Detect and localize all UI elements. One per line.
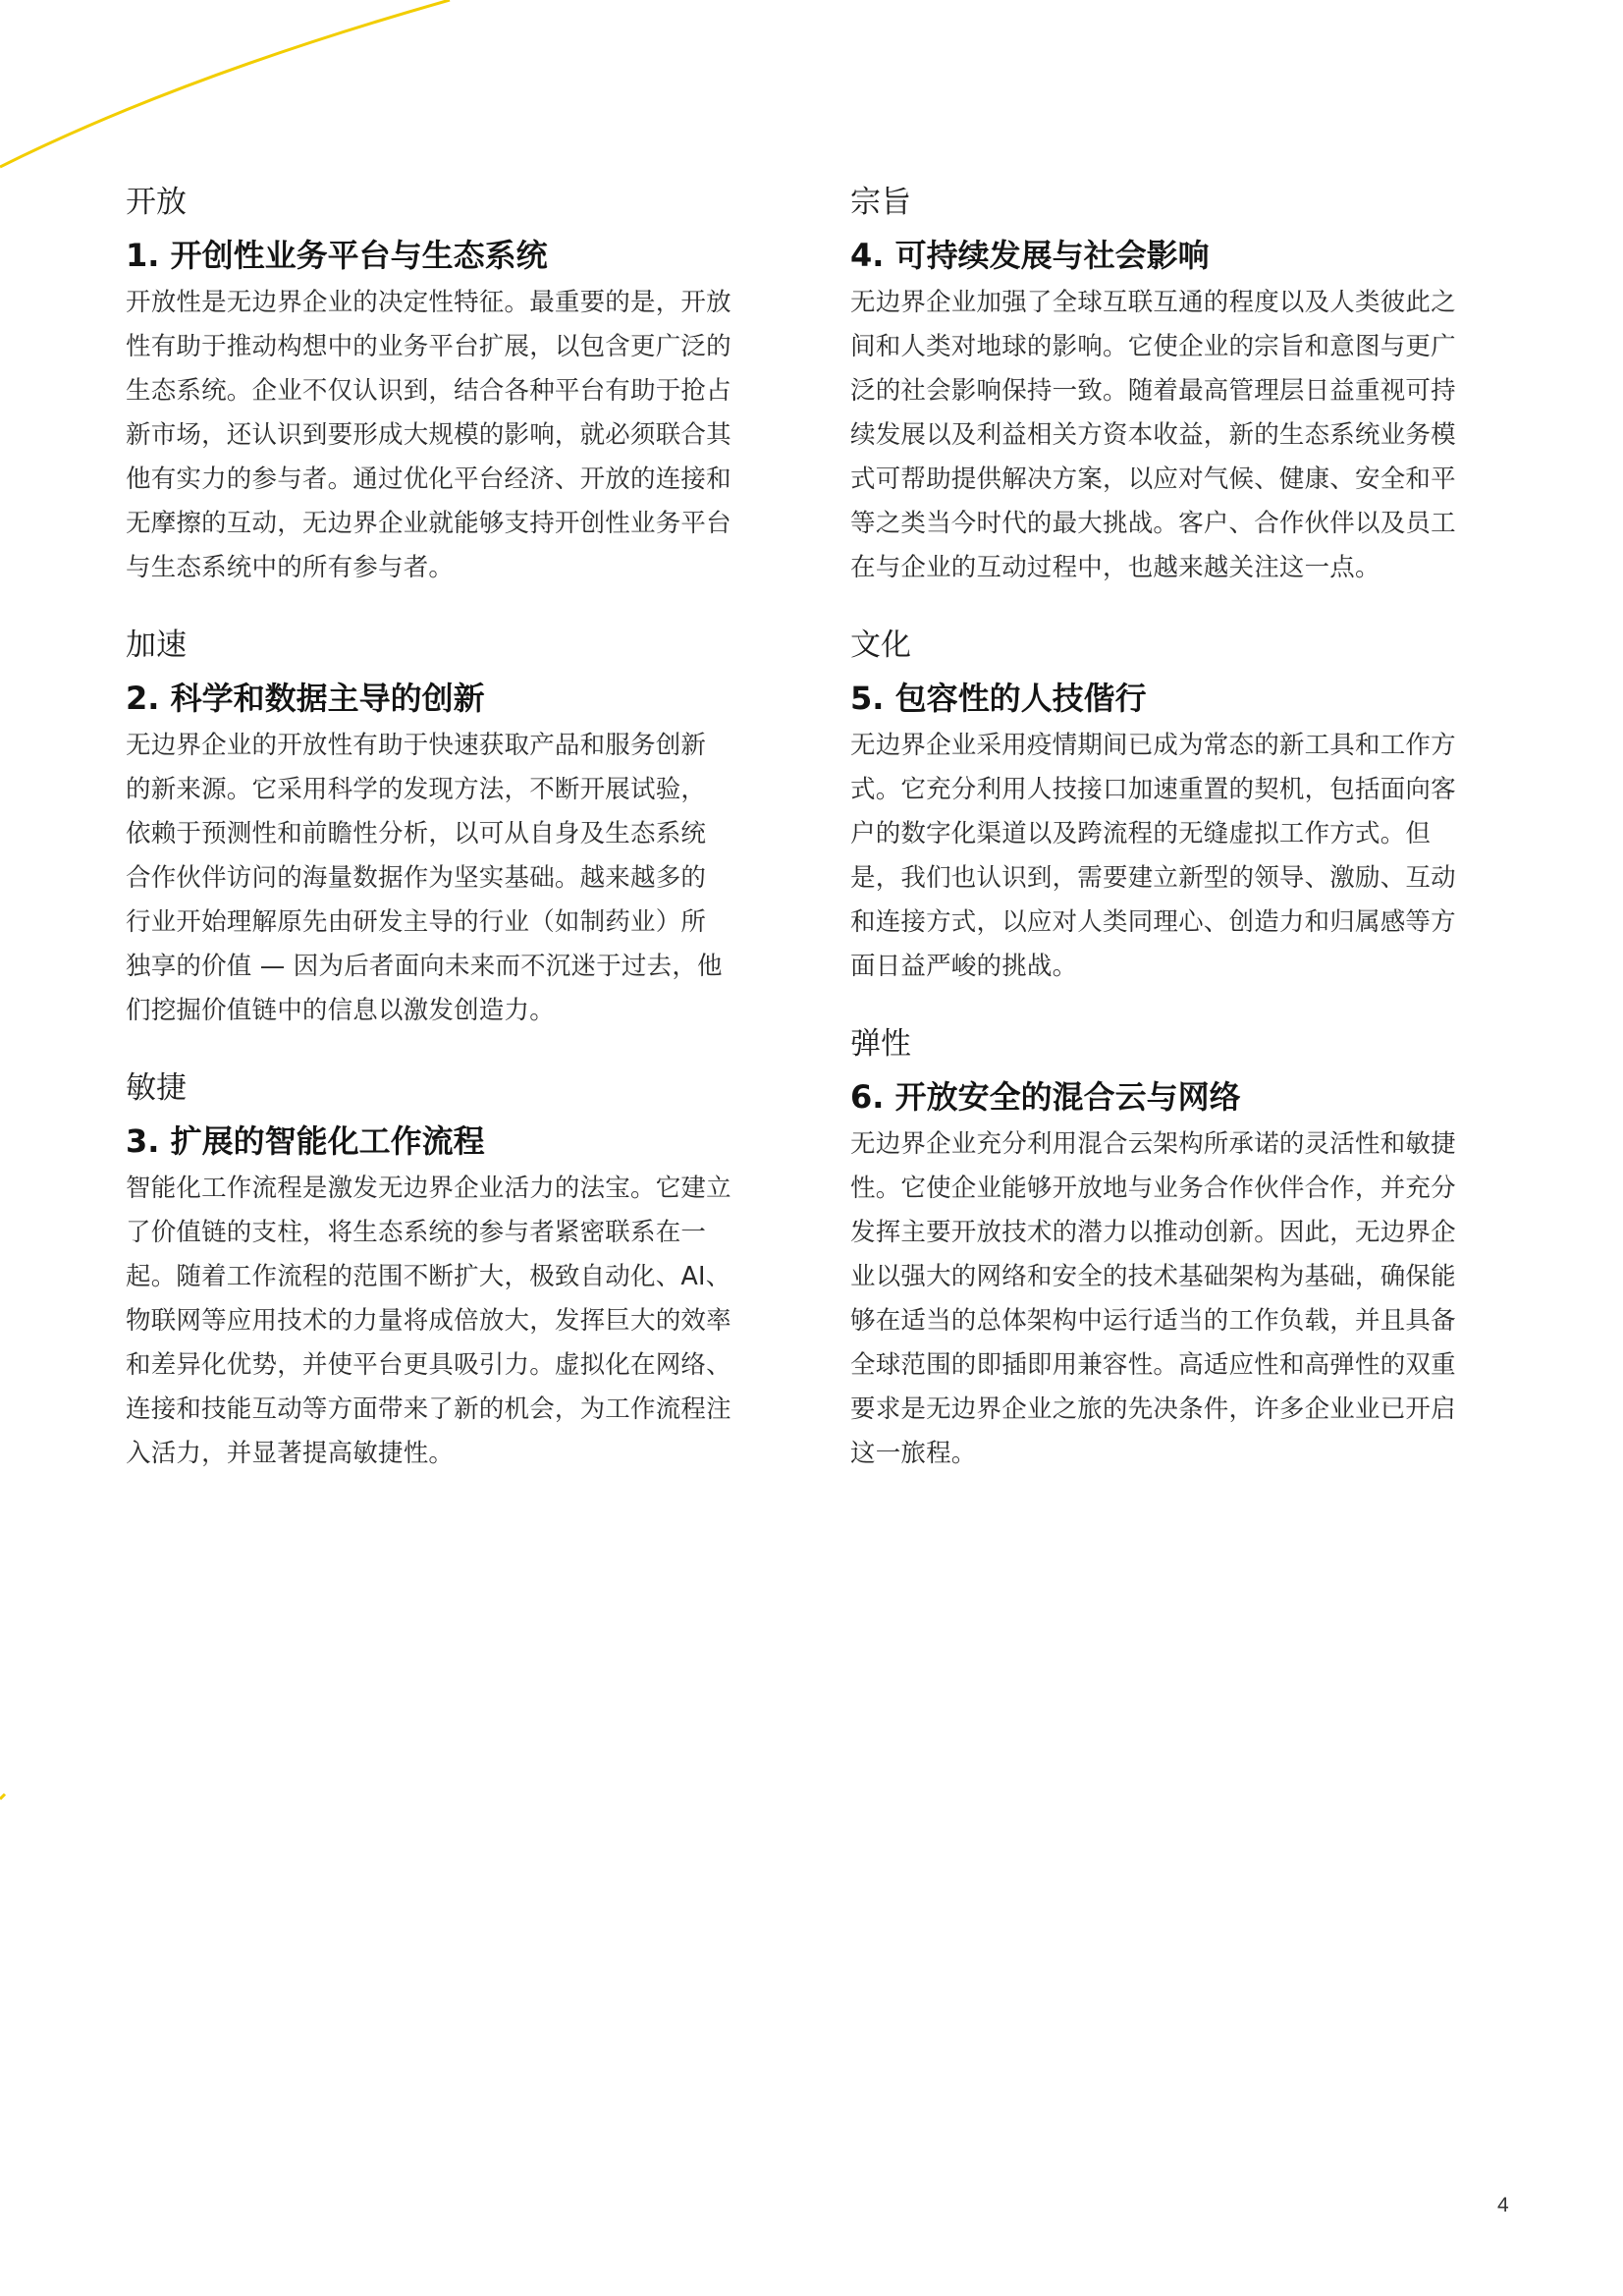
section-category: 弹性 [850,1026,911,1062]
section-body [126,281,793,590]
accent-edge-mark [0,1794,5,1799]
section-heading: 5. 包容性的人技偕行 [850,680,1147,717]
content-section [126,1068,793,1476]
body-line: 在与企业的互动过程中，也越来越关注这一点。 [850,553,1380,582]
body-line: 和连接方式，以应对人类同理心、创造力和归属感等方 [850,907,1456,937]
body-line: 新市场，还认识到要形成大规模的影响，就必须联合其 [126,420,731,450]
body-line: 性有助于推动构想中的业务平台扩展，以包含更广泛的 [126,332,731,361]
body-line: 式可帮助提供解决方案，以应对气候、健康、安全和平 [850,465,1456,494]
body-line: 生态系统。企业不仅认识到，结合各种平台有助于抢占 [126,376,731,406]
section-body [126,1167,793,1476]
body-line: 他有实力的参与者。通过优化平台经济、开放的连接和 [126,465,731,494]
body-line: 物联网等应用技术的力量将成倍放大，发挥巨大的效率 [126,1306,731,1336]
body-line: 智能化工作流程是激发无边界企业活力的法宝。它建立 [126,1174,731,1203]
content-section [850,183,1518,590]
section-heading: 3. 扩展的智能化工作流程 [126,1122,485,1160]
body-line: 业以强大的网络和安全的技术基础架构为基础，确保能 [850,1262,1456,1291]
body-line: 性。它使企业能够开放地与业务合作伙伴合作，并充分 [850,1174,1456,1203]
section-category: 宗旨 [850,185,911,220]
section-category: 文化 [850,628,911,663]
right-column [850,183,1518,1476]
body-line: 面日益严峻的挑战。 [850,952,1078,981]
section-category: 敏捷 [126,1070,187,1106]
section-heading: 2. 科学和数据主导的创新 [126,680,485,717]
body-line: 和差异化优势，并使平台更具吸引力。虚拟化在网络、 [126,1350,731,1380]
body-line: 无摩擦的互动，无边界企业就能够支持开创性业务平台 [126,509,731,538]
body-line: 无边界企业采用疫情期间已成为常态的新工具和工作方 [850,731,1456,760]
body-line: 无边界企业充分利用混合云架构所承诺的灵活性和敏捷 [850,1129,1456,1159]
body-line: 等之类当今时代的最大挑战。客户、合作伙伴以及员工 [850,509,1456,538]
content-section [126,626,793,1033]
page-number: 4 [1497,2194,1509,2216]
body-line: 连接和技能互动等方面带来了新的机会，为工作流程注 [126,1394,731,1424]
content-section [126,183,793,590]
section-category: 加速 [126,628,187,663]
body-line: 式。它充分利用人技接口加速重置的契机，包括面向客 [850,775,1456,804]
body-line: 与生态系统中的所有参与者。 [126,553,455,582]
body-line: 要求是无边界企业之旅的先决条件，许多企业业已开启 [850,1394,1456,1424]
section-heading: 6. 开放安全的混合云与网络 [850,1078,1241,1116]
accent-arc-line [0,0,450,167]
body-line: 行业开始理解原先由研发主导的行业（如制药业）所 [126,907,707,937]
section-body [850,724,1518,989]
body-line: 是，我们也认识到，需要建立新型的领导、激励、互动 [850,863,1456,893]
body-line: 依赖于预测性和前瞻性分析，以可从自身及生态系统 [126,819,707,848]
body-line: 泛的社会影响保持一致。随着最高管理层日益重视可持 [850,376,1456,406]
content-section [850,1024,1518,1476]
section-heading: 1. 开创性业务平台与生态系统 [126,237,548,274]
body-line: 间和人类对地球的影响。它使企业的宗旨和意图与更广 [850,332,1456,361]
body-line: 户的数字化渠道以及跨流程的无缝虚拟工作方式。但 [850,819,1432,848]
body-line: 了价值链的支柱，将生态系统的参与者紧密联系在一 [126,1218,707,1247]
section-heading: 4. 可持续发展与社会影响 [850,237,1210,274]
body-line: 合作伙伴访问的海量数据作为坚实基础。越来越多的 [126,863,707,893]
body-line: 全球范围的即插即用兼容性。高适应性和高弹性的双重 [850,1350,1456,1380]
left-column [126,183,793,1476]
content-section [850,626,1518,989]
body-line: 发挥主要开放技术的潜力以推动创新。因此，无边界企 [850,1218,1456,1247]
section-body [850,1122,1518,1476]
body-line: 入活力，并显著提高敏捷性。 [126,1439,455,1468]
body-line: 们挖掘价值链中的信息以激发创造力。 [126,996,555,1025]
body-line: 的新来源。它采用科学的发现方法，不断开展试验， [126,775,707,804]
body-line: 无边界企业的开放性有助于快速获取产品和服务创新 [126,731,707,760]
section-body [850,281,1518,590]
body-line: 无边界企业加强了全球互联互通的程度以及人类彼此之 [850,288,1456,317]
body-line: 这一旅程。 [850,1439,977,1468]
body-line: 够在适当的总体架构中运行适当的工作负载，并且具备 [850,1306,1456,1336]
body-line: 开放性是无边界企业的决定性特征。最重要的是，开放 [126,288,731,317]
body-line: 独享的价值 — 因为后者面向未来而不沉迷于过去，他 [126,952,723,981]
body-line: 起。随着工作流程的范围不断扩大，极致自动化、AI、 [126,1262,731,1291]
body-line: 续发展以及利益相关方资本收益，新的生态系统业务模 [850,420,1456,450]
section-category: 开放 [126,185,187,220]
section-body [126,724,793,1033]
